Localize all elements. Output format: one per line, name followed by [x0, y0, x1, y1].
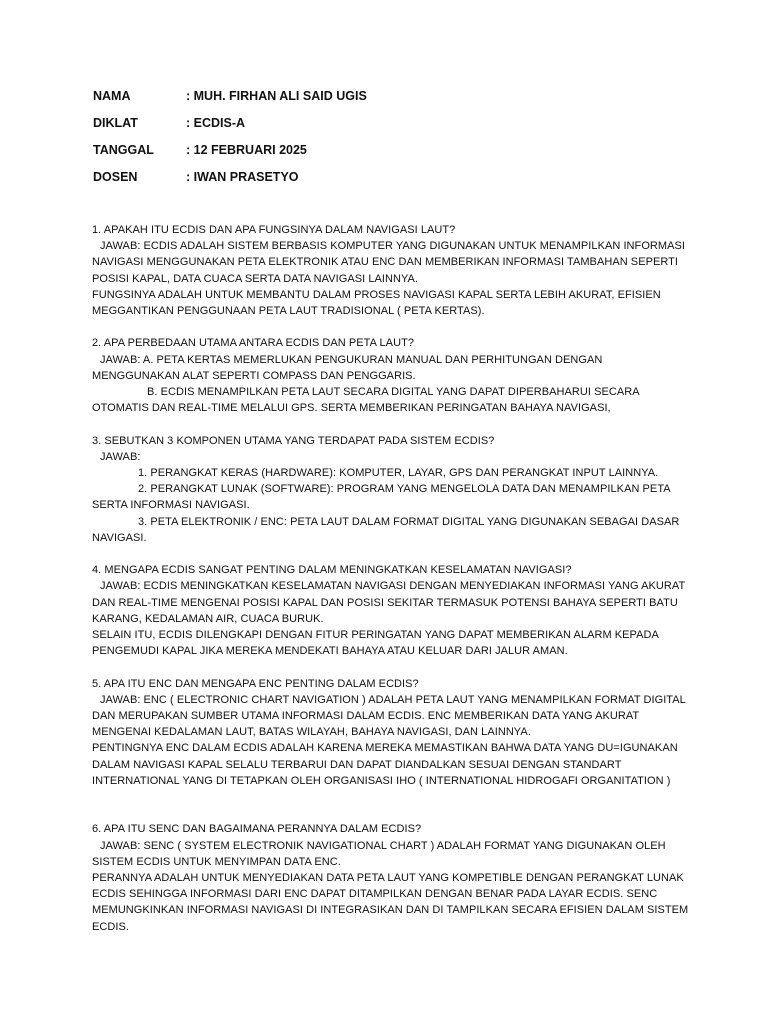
answer-line: JAWAB: A. PETA KERTAS MEMERLUKAN PENGUKURAN MANUAL DAN PERHITUNGAN DENGAN	[100, 353, 603, 366]
header-value: : 12 FEBRUARI 2025	[186, 143, 307, 157]
answer-line: FUNGSINYA ADALAH UNTUK MEMBANTU DALAM PROSES NAVIGASI KAPAL SERTA LEBIH AKURAT, EFISIEN	[92, 288, 661, 301]
answer-line: PENGEMUDI KAPAL JIKA MEREKA MENDEKATI BAHAYA ATAU KELUAR DARI JALUR AMAN.	[92, 645, 568, 658]
question-block-5	[92, 676, 686, 789]
header-row-dosen	[93, 169, 367, 196]
answer-line: OTOMATIS DAN REAL-TIME MELALUI GPS. SERTA MEMBERIKAN PERINGATAN BAHAYA NAVIGASI,	[92, 402, 611, 415]
answer-line: JAWAB: ECDIS ADALAH SISTEM BERBASIS KOMPUTER YANG DIGUNAKAN UNTUK MENAMPILKAN INFORMASI	[100, 240, 686, 253]
answer-line: B. ECDIS MENAMPILKAN PETA LAUT SECARA DIGITAL YANG DAPAT DIPERBAHARUI SECARA	[147, 386, 640, 399]
header-row-diklat	[93, 115, 367, 142]
answer-line: SERTA INFORMASI NAVIGASI.	[92, 499, 250, 512]
answer-line: KARANG, KEDALAMAN AIR, CUACA BURUK.	[92, 612, 324, 625]
header-value: : MUH. FIRHAN ALI SAID UGIS	[186, 89, 367, 103]
answer-line: PENTINGNYA ENC DALAM ECDIS ADALAH KARENA MEREKA MEMASTIKAN BAHWA DATA YANG DU=IGUNAKAN	[92, 742, 678, 755]
answer-line: MEMUNGKINKAN INFORMASI NAVIGASI DI INTEGRASIKAN DAN DI TAMPILKAN SECARA EFISIEN DALAM SISTEM	[92, 904, 689, 917]
answer-line: SISTEM ECDIS UNTUK MENYIMPAN DATA ENC.	[92, 855, 341, 868]
header-label: DIKLAT	[93, 116, 138, 130]
answer-line: DALAM NAVIGASI KAPAL SELALU TERBARUI DAN DAPAT DIANDALKAN SESUAI DENGAN STANDART	[92, 758, 622, 771]
answer-line: MENGENAI KEDALAMAN LAUT, BATAS WILAYAH, BAHAYA NAVIGASI, DAN LAINNYA.	[92, 726, 531, 739]
header-value: : IWAN PRASETYO	[186, 170, 299, 184]
answer-line: SELAIN ITU, ECDIS DILENGKAPI DENGAN FITUR PERINGATAN YANG DAPAT MEMBERIKAN ALARM KEPADA	[92, 629, 659, 642]
question-text: 4. MENGAPA ECDIS SANGAT PENTING DALAM MENINGKATKAN KESELAMATAN NAVIGASI?	[92, 564, 572, 577]
question-block-4	[92, 562, 686, 659]
answer-line: NAVIGASI MENGGUNAKAN PETA ELEKTRONIK ATAU ENC DAN MEMBERIKAN INFORMASI TAMBAHAN SEPERTI	[92, 256, 679, 269]
answer-line: 1. PERANGKAT KERAS (HARDWARE): KOMPUTER, LAYAR, GPS DAN PERANGKAT INPUT LAINNYA.	[138, 467, 659, 480]
answer-line: 3. PETA ELEKTRONIK / ENC: PETA LAUT DALAM FORMAT DIGITAL YANG DIGUNAKAN SEBAGAI DASAR	[138, 515, 680, 528]
answer-line: PERANNYA ADALAH UNTUK MENYEDIAKAN DATA PETA LAUT YANG KOMPETIBLE DENGAN PERANGKAT LUNAK	[92, 872, 684, 885]
answer-line: JAWAB: ENC ( ELECTRONIC CHART NAVIGATION ) ADALAH PETA LAUT YANG MENAMPILKAN FORMAT DIGITAL	[100, 693, 686, 706]
header-label: TANGGAL	[93, 143, 154, 157]
header-label: NAMA	[93, 89, 131, 103]
answer-line: 2. PERANGKAT LUNAK (SOFTWARE): PROGRAM YANG MENGELOLA DATA DAN MENAMPILKAN PETA	[138, 483, 671, 496]
header-row-tanggal	[93, 142, 367, 169]
question-block-1	[92, 222, 686, 319]
question-block-3	[92, 433, 682, 546]
answer-line: MENGGUNAKAN ALAT SEPERTI COMPASS DAN PENGGARIS.	[92, 369, 416, 382]
answer-line: ECDIS SEHINGGA INFORMASI DARI ENC DAPAT DITAMPILKAN DENGAN BENAR PADA LAYAR ECDIS. SENC	[92, 888, 658, 901]
header-value: : ECDIS-A	[186, 116, 246, 130]
answer-line: JAWAB:	[100, 450, 141, 463]
answer-line: INTERNATIONAL YANG DI TETAPKAN OLEH ORGANISASI IHO ( INTERNATIONAL HIDROGAFI ORGANITATION )	[92, 774, 671, 787]
question-block-6	[92, 821, 689, 934]
answer-line: POSISI KAPAL, DATA CUACA SERTA DATA NAVIGASI LAINNYA.	[92, 272, 419, 285]
document-body	[92, 222, 689, 951]
answer-line: MEGGANTIKAN PENGGUNAAN PETA LAUT TRADISIONAL ( PETA KERTAS).	[92, 305, 485, 318]
answer-line: NAVIGASI.	[92, 531, 147, 544]
document-header	[93, 88, 367, 196]
question-block-2	[92, 335, 682, 416]
answer-line: JAWAB: ECDIS MENINGKATKAN KESELAMATAN NAVIGASI DENGAN MENYEDIAKAN INFORMASI YANG AKURAT	[100, 580, 686, 593]
header-label: DOSEN	[93, 170, 138, 184]
question-text: 5. APA ITU ENC DAN MENGAPA ENC PENTING DALAM ECDIS?	[92, 677, 419, 690]
answer-line: DAN MERUPAKAN SUMBER UTAMA INFORMASI DALAM ECDIS. ENC MEMBERIKAN DATA YANG AKURAT	[92, 710, 640, 723]
question-text: 3. SEBUTKAN 3 KOMPONEN UTAMA YANG TERDAPAT PADA SISTEM ECDIS?	[92, 434, 495, 447]
answer-line: DAN REAL-TIME MENGENAI POSISI KAPAL DAN POSISI SEKITAR TERMASUK POTENSI BAHAYA SEPERTI BATU	[92, 596, 678, 609]
question-text: 1. APAKAH ITU ECDIS DAN APA FUNGSINYA DALAM NAVIGASI LAUT?	[92, 224, 456, 236]
question-text: 2. APA PERBEDAAN UTAMA ANTARA ECDIS DAN PETA LAUT?	[92, 337, 415, 350]
answer-line: JAWAB: SENC ( SYSTEM ELECTRONIK NAVIGATIONAL CHART ) ADALAH FORMAT YANG DIGUNAKAN OLEH	[100, 839, 666, 852]
answer-line: ECDIS.	[92, 920, 129, 933]
header-row-nama	[93, 88, 367, 115]
question-text: 6. APA ITU SENC DAN BAGAIMANA PERANNYA DALAM ECDIS?	[92, 823, 422, 836]
